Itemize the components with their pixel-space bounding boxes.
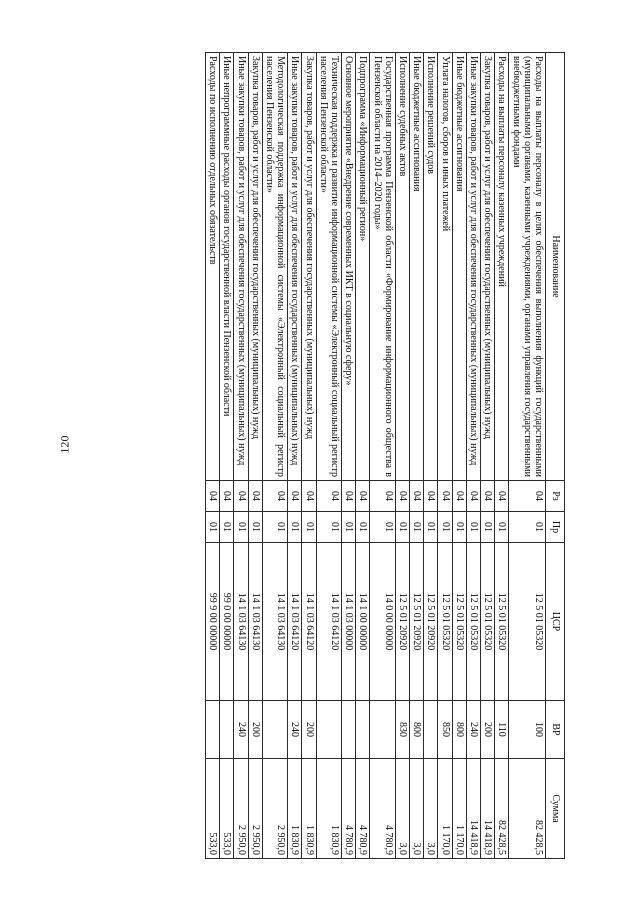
cell-vr: 800 [452, 701, 466, 759]
cell-rz: 04 [262, 481, 287, 512]
cell-vr [370, 701, 395, 759]
cell-rz: 04 [370, 481, 395, 512]
table-row [370, 53, 395, 859]
header-rz: Рз [546, 481, 565, 512]
table-body [205, 53, 545, 859]
table-row [466, 53, 480, 859]
table-row [438, 53, 452, 859]
cell-vr: 240 [234, 701, 248, 759]
cell-sum: 4 780,9 [341, 759, 355, 859]
cell-name: Закупка товаров, работ и услуг для обеспечения государственных (муниципальных) нужд [480, 53, 494, 481]
cell-sum: 4 780,9 [370, 759, 395, 859]
rotated-page-content [85, 52, 565, 858]
cell-csr: 12 5 01 05320 [480, 543, 494, 701]
cell-name: Основное мероприятие «Внедрение современных ИКТ в социальную сферу» [341, 53, 355, 481]
cell-vr [341, 701, 355, 759]
cell-sum: 1 830,9 [302, 759, 316, 859]
cell-csr: 14 1 00 00000 [356, 543, 370, 701]
cell-name: Расходы на выплаты персоналу в целях обеспечения выполнения функций государственными (муниципальными) органами, казенными учреждениями, органами управления государственными внебюджетными фондами [509, 53, 546, 481]
cell-sum: 14 418,9 [480, 759, 494, 859]
cell-rz: 04 [424, 481, 438, 512]
header-csr: ЦСР [546, 543, 565, 701]
cell-rz: 04 [466, 481, 480, 512]
table-row [288, 53, 302, 859]
table-row [205, 53, 219, 859]
header-sum: Сумма [546, 759, 565, 859]
cell-csr: 12 5 01 20920 [424, 543, 438, 701]
cell-pr: 01 [302, 512, 316, 543]
cell-name: Уплата налогов, сборов и иных платежей [438, 53, 452, 481]
cell-csr: 14 0 00 00000 [370, 543, 395, 701]
cell-vr [424, 701, 438, 759]
cell-sum: 3,0 [424, 759, 438, 859]
cell-pr: 01 [220, 512, 234, 543]
cell-name: Государственная программа Пензенской области «Формирование информационного общества в Пензенской области на 2014–2020 годы» [370, 53, 395, 481]
table-row [220, 53, 234, 859]
cell-pr: 01 [452, 512, 466, 543]
cell-vr: 850 [438, 701, 452, 759]
table-row [248, 53, 262, 859]
cell-sum: 2 950,0 [248, 759, 262, 859]
table-row [262, 53, 287, 859]
cell-name: Иные бюджетные ассигнования [409, 53, 423, 481]
cell-csr: 12 5 01 05320 [438, 543, 452, 701]
cell-sum: 82 428,5 [495, 759, 509, 859]
cell-pr: 01 [395, 512, 409, 543]
cell-pr: 01 [288, 512, 302, 543]
cell-vr: 200 [248, 701, 262, 759]
cell-csr: 14 1 03 64120 [302, 543, 316, 701]
cell-csr: 14 1 03 64130 [262, 543, 287, 701]
cell-vr [220, 701, 234, 759]
cell-name: Расходы на выплаты персоналу казенных учреждений [495, 53, 509, 481]
table-row [424, 53, 438, 859]
cell-pr: 01 [424, 512, 438, 543]
cell-csr: 12 5 01 05320 [509, 543, 546, 701]
cell-csr: 99 9 00 00000 [205, 543, 219, 701]
cell-csr: 12 5 01 20920 [409, 543, 423, 701]
cell-rz: 04 [220, 481, 234, 512]
cell-csr: 12 5 01 05320 [495, 543, 509, 701]
table-row [480, 53, 494, 859]
cell-vr [262, 701, 287, 759]
cell-pr: 01 [466, 512, 480, 543]
cell-sum: 533,0 [220, 759, 234, 859]
cell-pr: 01 [509, 512, 546, 543]
cell-pr: 01 [234, 512, 248, 543]
table-row [341, 53, 355, 859]
header-name: Наименование [546, 53, 565, 481]
cell-name: Техническая поддержка и развитие информационной системы «Электронный социальный регистр населения Пензенской области» [316, 53, 341, 481]
cell-vr [316, 701, 341, 759]
cell-rz: 04 [395, 481, 409, 512]
cell-csr: 14 1 03 64120 [288, 543, 302, 701]
table-row [234, 53, 248, 859]
cell-pr: 01 [248, 512, 262, 543]
cell-pr: 01 [356, 512, 370, 543]
cell-rz: 04 [356, 481, 370, 512]
cell-name: Расходы по исполнению отдельных обязательств [205, 53, 219, 481]
cell-csr: 14 1 03 64120 [316, 543, 341, 701]
cell-name: Закупка товаров, работ и услуг для обеспечения государственных (муниципальных) нужд [248, 53, 262, 481]
cell-vr [205, 701, 219, 759]
page-number: 120 [57, 435, 72, 454]
table-row [509, 53, 546, 859]
cell-vr [356, 701, 370, 759]
header-pr: Пр [546, 512, 565, 543]
cell-pr: 01 [205, 512, 219, 543]
cell-name: Иные закупки товаров, работ и услуг для обеспечения государственных (муниципальных) нужд [466, 53, 480, 481]
header-vr: ВР [546, 701, 565, 759]
table-row [452, 53, 466, 859]
cell-sum: 4 780,9 [356, 759, 370, 859]
table-row [356, 53, 370, 859]
cell-csr: 14 1 03 64130 [248, 543, 262, 701]
cell-name: Закупка товаров, работ и услуг для обеспечения государственных (муниципальных) нужд [302, 53, 316, 481]
cell-sum: 2 950,0 [262, 759, 287, 859]
cell-rz: 04 [495, 481, 509, 512]
cell-rz: 04 [341, 481, 355, 512]
table-row [395, 53, 409, 859]
cell-name: Исполнение судебных актов [395, 53, 409, 481]
cell-pr: 01 [480, 512, 494, 543]
cell-sum: 1 170,0 [452, 759, 466, 859]
cell-vr: 240 [288, 701, 302, 759]
cell-sum: 3,0 [395, 759, 409, 859]
cell-rz: 04 [248, 481, 262, 512]
table-row [302, 53, 316, 859]
cell-sum: 1 170,0 [438, 759, 452, 859]
cell-sum: 3,0 [409, 759, 423, 859]
cell-rz: 04 [438, 481, 452, 512]
cell-sum: 82 428,5 [509, 759, 546, 859]
cell-csr: 12 5 01 05320 [466, 543, 480, 701]
cell-rz: 04 [409, 481, 423, 512]
cell-rz: 04 [302, 481, 316, 512]
cell-sum: 1 830,9 [288, 759, 302, 859]
table-header-row [546, 53, 565, 859]
cell-pr: 01 [370, 512, 395, 543]
cell-csr: 99 0 00 00000 [220, 543, 234, 701]
cell-name: Подпрограмма «Информационный регион» [356, 53, 370, 481]
cell-vr: 200 [480, 701, 494, 759]
budget-table [205, 52, 565, 859]
cell-pr: 01 [438, 512, 452, 543]
cell-name: Иные закупки товаров, работ и услуг для обеспечения государственных (муниципальных) нужд [288, 53, 302, 481]
cell-vr: 830 [395, 701, 409, 759]
cell-rz: 04 [234, 481, 248, 512]
cell-csr: 12 5 01 20920 [395, 543, 409, 701]
cell-vr: 110 [495, 701, 509, 759]
table-row [409, 53, 423, 859]
cell-name: Иные закупки товаров, работ и услуг для обеспечения государственных (муниципальных) нужд [234, 53, 248, 481]
cell-rz: 04 [316, 481, 341, 512]
cell-vr: 240 [466, 701, 480, 759]
cell-sum: 533,0 [205, 759, 219, 859]
table-row [316, 53, 341, 859]
cell-sum: 14 418,9 [466, 759, 480, 859]
cell-rz: 04 [288, 481, 302, 512]
cell-pr: 01 [262, 512, 287, 543]
cell-vr: 200 [302, 701, 316, 759]
cell-sum: 1 830,9 [316, 759, 341, 859]
cell-rz: 04 [452, 481, 466, 512]
cell-vr: 800 [409, 701, 423, 759]
cell-sum: 2 950,0 [234, 759, 248, 859]
cell-pr: 01 [495, 512, 509, 543]
cell-pr: 01 [409, 512, 423, 543]
cell-vr: 100 [509, 701, 546, 759]
cell-name: Методологическая поддержка информационной системы «Электронный социальный регистр населения Пензенской области» [262, 53, 287, 481]
cell-csr: 14 1 03 00000 [341, 543, 355, 701]
cell-csr: 12 5 01 05320 [452, 543, 466, 701]
cell-csr: 14 1 03 64130 [234, 543, 248, 701]
cell-pr: 01 [316, 512, 341, 543]
cell-name: Иные непрограммные расходы органов государственной власти Пензенской области [220, 53, 234, 481]
cell-rz: 04 [480, 481, 494, 512]
cell-name: Иные бюджетные ассигнования [452, 53, 466, 481]
cell-rz: 04 [205, 481, 219, 512]
cell-rz: 04 [509, 481, 546, 512]
cell-name: Исполнение решений судов [424, 53, 438, 481]
cell-pr: 01 [341, 512, 355, 543]
table-row [495, 53, 509, 859]
